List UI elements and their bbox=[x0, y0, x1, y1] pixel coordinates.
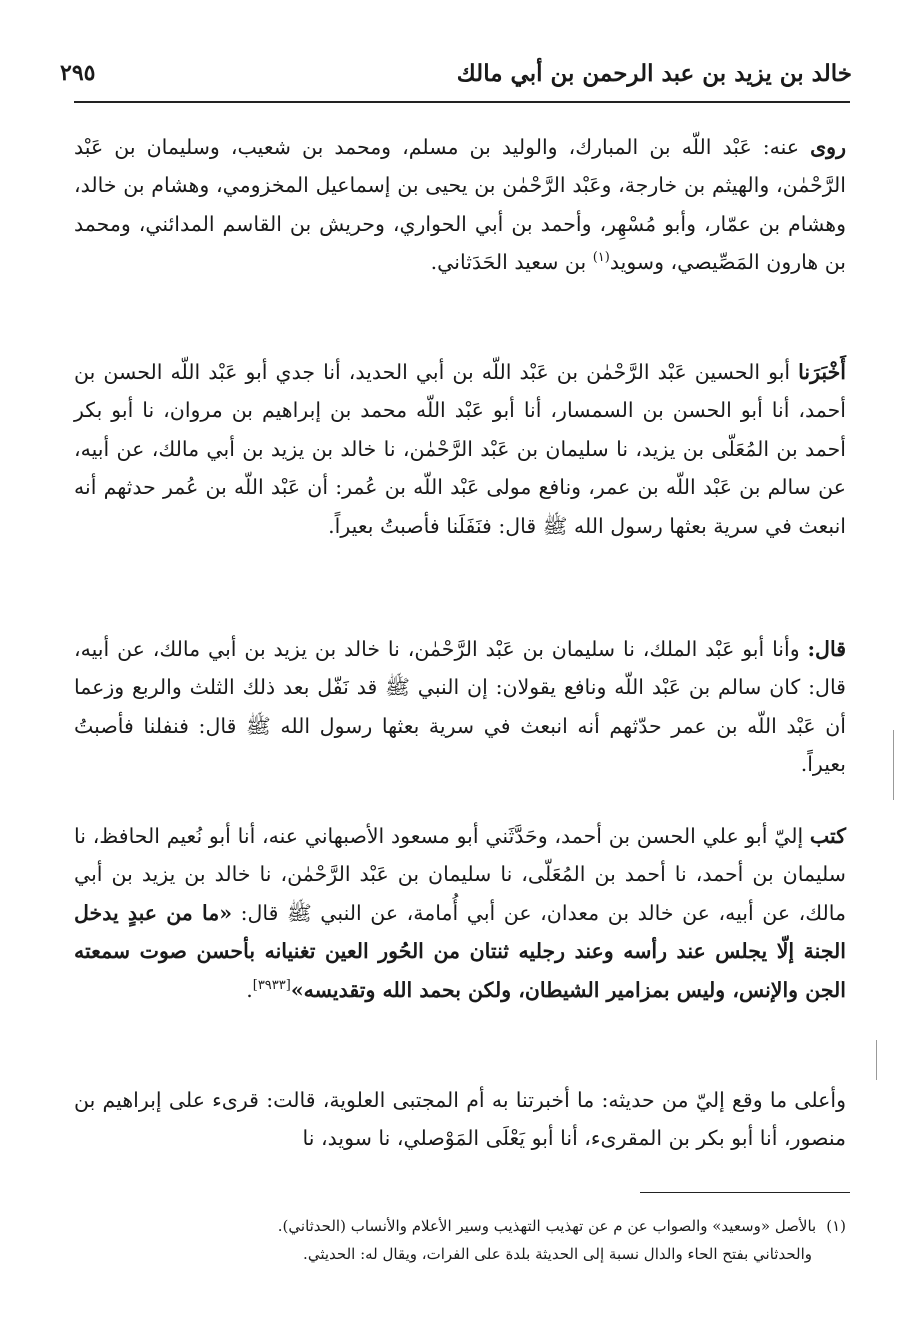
paragraph-lead: كتب bbox=[809, 824, 846, 848]
running-header bbox=[60, 60, 852, 100]
paragraph-narrators bbox=[74, 128, 846, 282]
paragraph-tail: بن سعيد الحَدَثاني. bbox=[430, 250, 593, 275]
footnote-divider bbox=[640, 1192, 850, 1193]
footnote-line bbox=[80, 1240, 846, 1268]
hadith-number: [٣٩٣٣] bbox=[252, 977, 291, 993]
paragraph-text: وأنا أبو عَبْد الملك، نا سليمان بن عَبْد الرَّحْمٰن، نا خالد بن يزيد بن أبي مالك، عن أبيه، قال: كان سالم بن عَبْد اللّه ونافع يقولان: إن النبي ﷺ قد نَفّل بعد ذلك الثلث والربع وزعما أن عَبْد اللّه بن عمر حدّثهم أنه انبعث في سرية بعثها رسول الله ﷺ قال: فنفلنا فأصبتُ بعيراً. bbox=[74, 637, 846, 777]
hadith-quote: «ما من عبدٍ يدخل الجنة إلّا يجلس عند رأسه وعند رجليه ثنتان من الحُور العين تغنيانه بأحسن صوت سمعته الجن والإنس، وليس بمزامير الشيطان، ولكن بحمد الله وتقديسه» bbox=[74, 900, 846, 1002]
paragraph-hadith-1 bbox=[74, 353, 846, 545]
footnote-line bbox=[80, 1212, 846, 1240]
paragraph-hadith-2 bbox=[74, 630, 846, 784]
footnote-text: والحدثاني بفتح الحاء والدال نسبة إلى الحديثة بلدة على الفرات، ويقال له: الحديثي. bbox=[303, 1245, 812, 1263]
margin-mark bbox=[876, 1040, 877, 1080]
paragraph-text: أبو الحسين عَبْد الرَّحْمٰن بن عَبْد اللّه بن أبي الحديد، أنا جدي أبو عَبْد اللّه الحسن بن أحمد، أنا أبو الحسن بن السمسار، أنا أبو عَبْد اللّه محمد بن إبراهيم بن مروان، نا أبو بكر أحمد بن المُعَلّى بن يزيد، نا سليمان بن عَبْد الرَّحْمٰن، نا خالد بن يزيد بن أبي مالك، عن أبيه، عن سالم بن عَبْد اللّه بن عمر، ونافع مولى عَبْد اللّه بن عُمر: أن عَبْد اللّه بن عُمر حدثهم أنه انبعث في سرية بعثها رسول الله ﷺ قال: فنَفَلَنا فأصبتُ بعيراً. bbox=[74, 360, 846, 538]
page-number: ٢٩٥ bbox=[60, 60, 96, 86]
footnote-ref: (١) bbox=[592, 250, 610, 266]
paragraph-hadith-3 bbox=[74, 817, 846, 1009]
footnote-text: بالأصل «وسعيد» والصواب عن م عن تهذيب التهذيب وسير الأعلام والأنساب (الحدثاني). bbox=[277, 1217, 817, 1235]
running-title: خالد بن يزيد بن عبد الرحمن بن أبي مالك bbox=[456, 60, 852, 87]
paragraph-lead: قال: bbox=[807, 637, 846, 661]
header-divider bbox=[74, 101, 850, 103]
paragraph-continuation bbox=[74, 1081, 846, 1158]
footnotes bbox=[80, 1212, 846, 1268]
paragraph-lead: روى bbox=[810, 135, 846, 159]
paragraph-lead: أَخْبَرَنا bbox=[798, 360, 846, 384]
paragraph-text: إليّ أبو علي الحسن بن أحمد، وحَدَّثَني أبو مسعود الأصبهاني عنه، أنا أبو نُعيم الحافظ، نا سليمان بن أحمد، نا أحمد بن المُعَلّى، نا سليمان بن عَبْد الرَّحْمٰن، نا خالد بن يزيد بن أبي مالك، عن أبيه، عن خالد بن معدان، عن أبي أُمامة، عن النبي ﷺ قال: bbox=[74, 824, 846, 925]
footnote-number: (١) bbox=[826, 1217, 846, 1235]
paragraph-tail: . bbox=[246, 977, 253, 1002]
paragraph-text: عنه: عَبْد اللّه بن المبارك، والوليد بن مسلم، ومحمد بن شعيب، وسليمان بن عَبْد الرَّحْمٰن، والهيثم بن خارجة، وعَبْد الرَّحْمٰن بن يحيى بن إسماعيل المخزومي، وهشام بن خالد، وهشام بن عمّار، وأبو مُسْهِر، وأحمد بن أبي الحواري، وحريش بن القاسم المدائني، ومحمد بن هارون المَصِّيصي، وسويد bbox=[74, 135, 846, 275]
paragraph-text: وأعلى ما وقع إليّ من حديثه: ما أخبرتنا به أم المجتبى العلوية، قالت: قرىء على إبراهيم بن منصور، أنا أبو بكر بن المقرىء، أنا أبو يَعْلَى المَوْصلي، نا سويد، نا bbox=[74, 1088, 846, 1151]
margin-mark bbox=[893, 730, 894, 800]
